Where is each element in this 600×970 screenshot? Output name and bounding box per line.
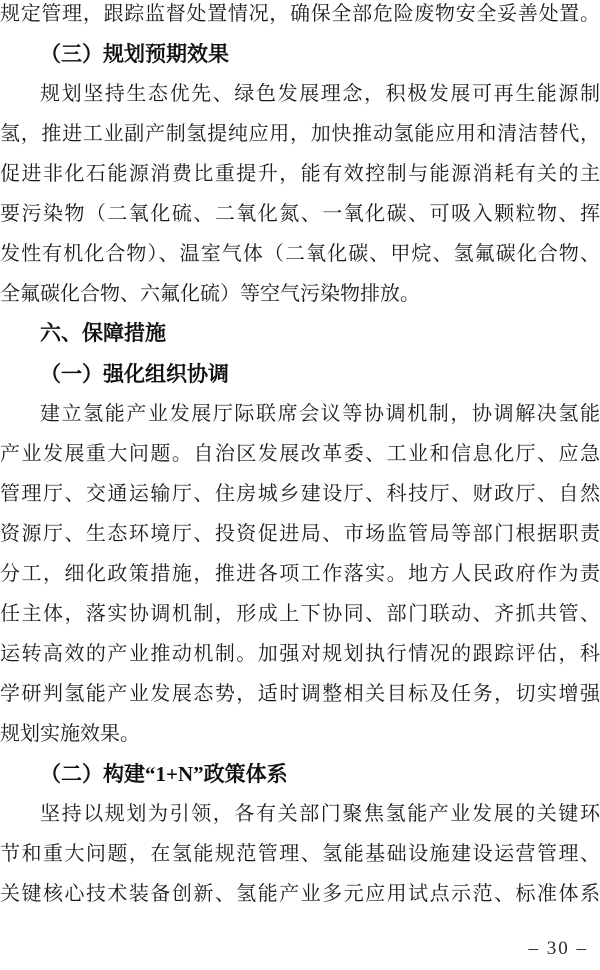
document-line: 产业发展重大问题。自治区发展改革委、工业和信息化厅、应急 <box>0 443 600 465</box>
document-line: 规划坚持生态优先、绿色发展理念，积极发展可再生能源制 <box>40 83 600 105</box>
section-heading: （一）强化组织协调 <box>40 362 229 386</box>
document-line: 管理厅、交通运输厅、住房城乡建设厅、科技厅、财政厅、自然 <box>0 483 600 505</box>
document-line: 节和重大问题，在氢能规范管理、氢能基础设施建设运营管理、 <box>0 843 600 865</box>
document-line: 发性有机化合物）、温室气体（二氧化碳、甲烷、氢氟碳化合物、 <box>0 243 600 265</box>
document-line: 关键核心技术装备创新、氢能产业多元应用试点示范、标准体系 <box>0 883 600 905</box>
document-line: 建立氢能产业发展厅际联席会议等协调机制，协调解决氢能 <box>40 403 600 425</box>
chapter-heading: 六、保障措施 <box>40 322 166 345</box>
document-line: 促进非化石能源消费比重提升，能有效控制与能源消耗有关的主 <box>0 163 600 185</box>
document-line: 分工，细化政策措施，推进各项工作落实。地方人民政府作为责 <box>0 563 600 585</box>
document-line: 坚持以规划为引领，各有关部门聚焦氢能产业发展的关键环 <box>40 803 600 825</box>
document-line: 规划实施效果。 <box>0 723 140 745</box>
section-heading: （三）规划预期效果 <box>40 42 229 66</box>
document-line: 学研判氢能产业发展态势，适时调整相关目标及任务，切实增强 <box>0 683 600 705</box>
document-line: 要污染物（二氧化硫、二氧化氮、一氧化碳、可吸入颗粒物、挥 <box>0 203 600 225</box>
document-line: 任主体，落实协调机制，形成上下协同、部门联动、齐抓共管、 <box>0 603 600 625</box>
document-line: 资源厅、生态环境厅、投资促进局、市场监管局等部门根据职责 <box>0 523 600 545</box>
document-line: 全氟碳化合物、六氟化硫）等空气污染物排放。 <box>0 283 420 305</box>
document-line: 运转高效的产业推动机制。加强对规划执行情况的跟踪评估，科 <box>0 643 600 665</box>
page-number: – 30 – <box>528 938 588 959</box>
document-line: 氢，推进工业副产制氢提纯应用，加快推动氢能应用和清洁替代， <box>0 123 600 145</box>
document-line: 规定管理，跟踪监督处置情况，确保全部危险废物安全妥善处置。 <box>0 3 600 25</box>
section-heading: （二）构建“1+N”政策体系 <box>40 762 288 786</box>
